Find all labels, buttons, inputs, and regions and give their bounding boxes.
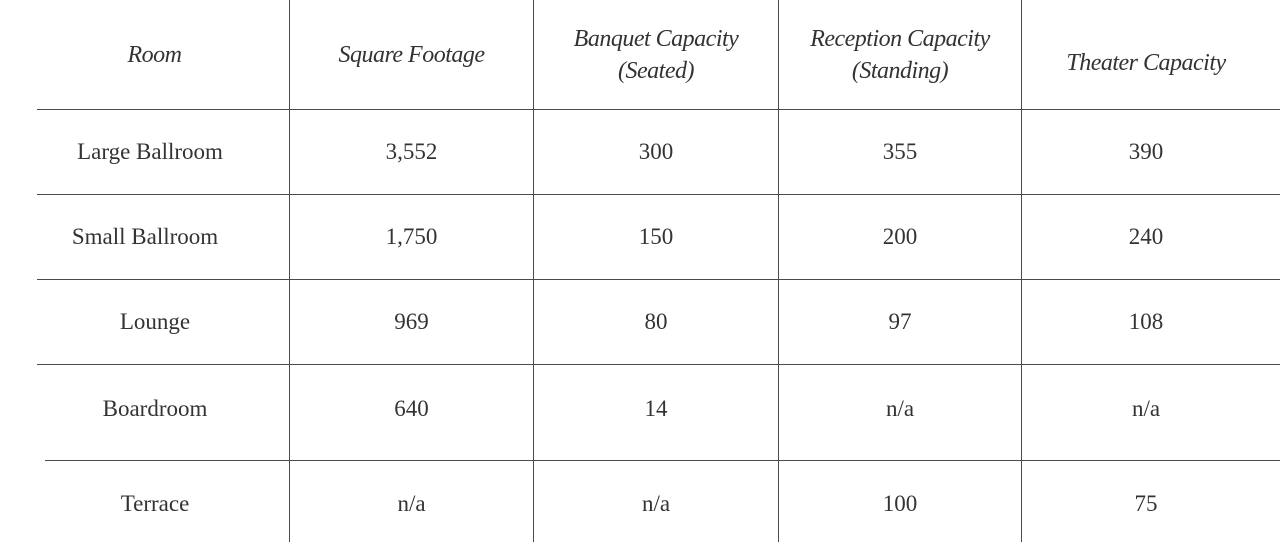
- header-room-label: Room: [127, 41, 182, 68]
- cell-reception: 100: [882, 491, 918, 516]
- cell-square-footage: 3,552: [385, 139, 438, 164]
- cell-reception: n/a: [885, 396, 915, 421]
- cell-theater: 75: [1134, 491, 1158, 516]
- cell-banquet: 150: [638, 224, 674, 249]
- cell-banquet: 80: [644, 309, 668, 334]
- cell-banquet: n/a: [641, 491, 671, 516]
- cell-theater: 108: [1128, 309, 1164, 334]
- cell-theater: n/a: [1131, 396, 1161, 421]
- cell-theater: 240: [1128, 224, 1164, 249]
- cell-room: Large Ballroom: [77, 139, 223, 164]
- header-square-footage: [290, 0, 533, 109]
- header-room: [20, 0, 289, 109]
- header-theater-capacity: [1022, 8, 1270, 117]
- cell-room: Boardroom: [102, 396, 208, 421]
- cell-banquet: 14: [644, 396, 668, 421]
- header-reception-capacity-sublabel: (Standing): [851, 57, 949, 84]
- header-reception-capacity: [779, 0, 1021, 109]
- header-reception-capacity-label: Reception Capacity: [810, 25, 990, 52]
- cell-room: Terrace: [120, 491, 190, 516]
- cell-square-footage: 640: [394, 396, 429, 421]
- header-theater-capacity-label: Theater Capacity: [1066, 49, 1226, 76]
- cell-room: Small Ballroom: [71, 224, 219, 249]
- header-square-footage-label: Square Footage: [338, 41, 485, 68]
- cell-reception: 200: [882, 224, 918, 249]
- cell-reception: 355: [882, 139, 918, 164]
- cell-square-footage: 1,750: [385, 224, 438, 249]
- header-banquet-capacity-label: Banquet Capacity: [573, 25, 739, 52]
- cell-room: Lounge: [119, 309, 191, 334]
- header-banquet-capacity-sublabel: (Seated): [618, 57, 694, 84]
- cell-square-footage: n/a: [397, 491, 426, 516]
- cell-reception: 97: [888, 309, 912, 334]
- cell-banquet: 300: [638, 139, 674, 164]
- header-banquet-capacity: [534, 0, 778, 109]
- cell-square-footage: 969: [394, 309, 429, 334]
- cell-theater: 390: [1128, 139, 1164, 164]
